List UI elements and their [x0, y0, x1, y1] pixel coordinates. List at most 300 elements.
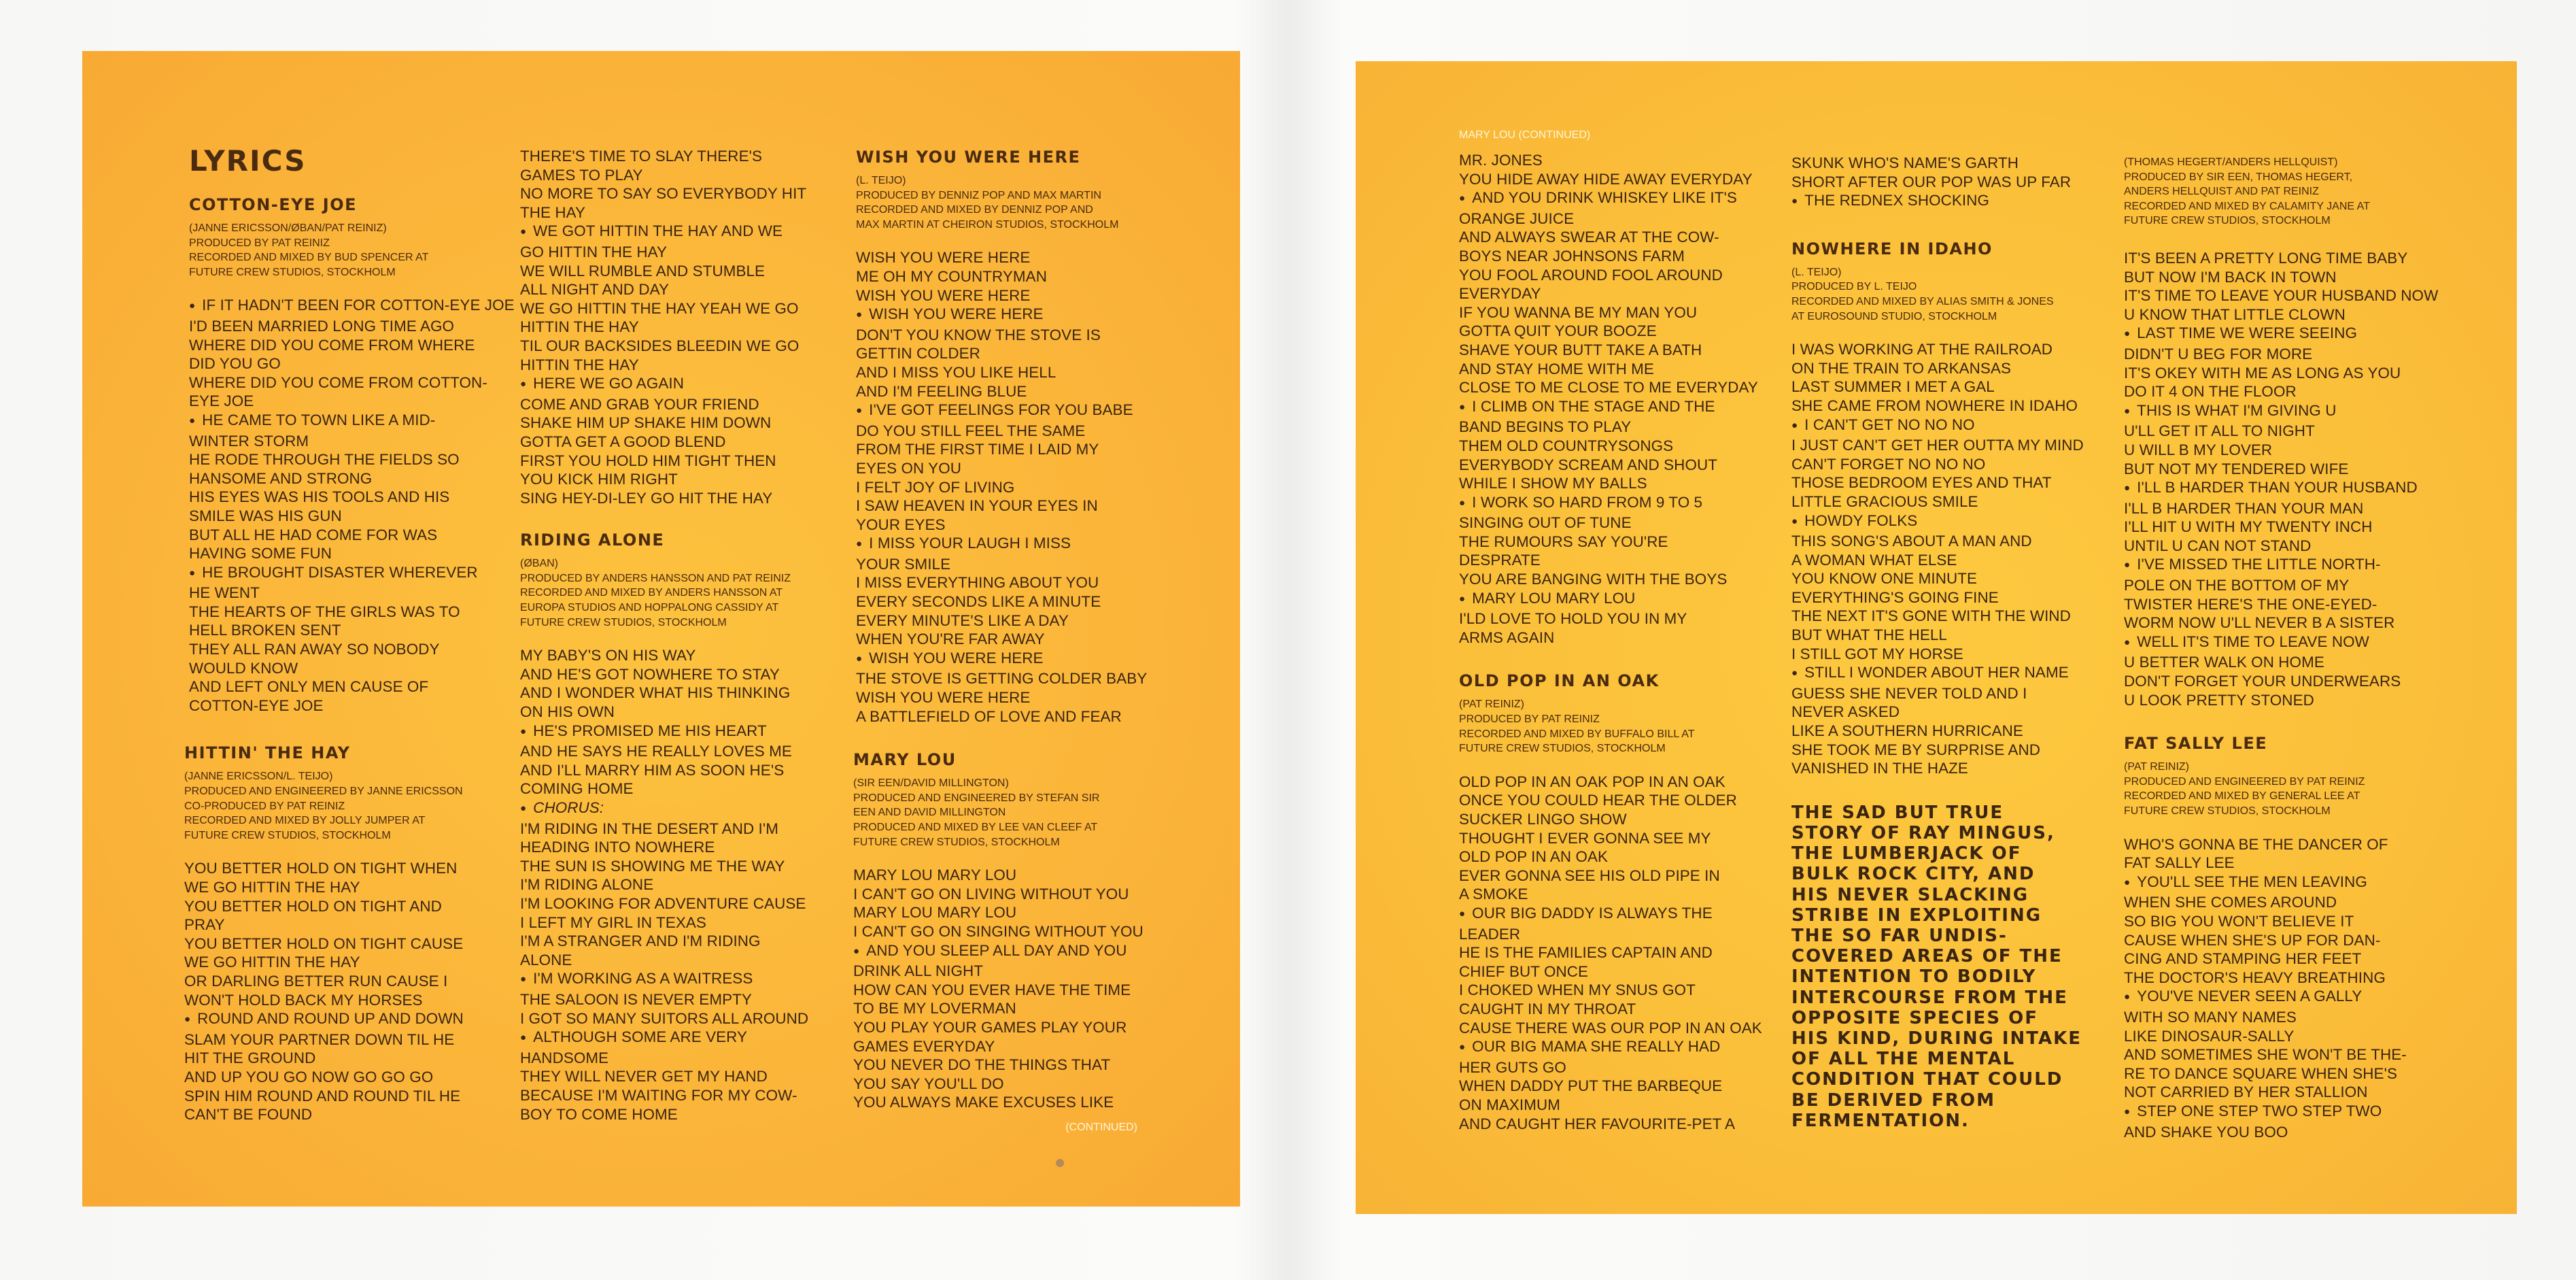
lyric-line: ● HOWDY FOLKS — [1791, 511, 2111, 533]
lyric-line: DRINK ALL NIGHT — [853, 962, 984, 980]
credit-line: FUTURE CREW STUDIOS, STOCKHOLM — [520, 616, 727, 628]
lyric-line: CAUSE WHEN SHE'S UP FOR DAN- — [2124, 931, 2381, 949]
lyric-line: AND HE'S GOT NOWHERE TO STAY — [520, 665, 780, 683]
credit-line: (ØBAN) — [520, 558, 558, 570]
lyric-line: ● MARY LOU MARY LOU — [1459, 589, 1779, 610]
lyric-line: GO HITTIN THE HAY — [520, 243, 668, 260]
lyric-line: HANDSOME — [520, 1049, 609, 1066]
credit-line: (JANNE ERICSSON/L. TEIJO) — [184, 771, 333, 783]
credit-line: MAX MARTIN AT CHEIRON STUDIOS, STOCKHOLM — [856, 218, 1119, 231]
song-lyrics — [1459, 773, 1779, 1133]
lyric-line: IT'S OKEY WITH ME AS LONG AS YOU — [2124, 364, 2401, 382]
right-col-2 — [1791, 154, 2111, 1131]
lyric-line: OLD POP IN AN OAK — [1459, 848, 1609, 866]
lyric-line: THOUGHT I EVER GONNA SEE MY — [1459, 829, 1711, 847]
lyric-line: BUT WHAT THE HELL — [1791, 626, 1947, 644]
credit-line: FUTURE CREW STUDIOS, STOCKHOLM — [2124, 805, 2331, 817]
lyric-line: CAN'T BE FOUND — [184, 1106, 313, 1124]
lyric-line: WHEN SHE COMES AROUND — [2124, 894, 2337, 911]
continued-label: (CONTINUED) — [1065, 1121, 1137, 1133]
song-credits — [2124, 760, 2450, 818]
right-page — [1356, 61, 2517, 1214]
lyric-line: ● HE BROUGHT DISASTER WHEREVER — [189, 563, 481, 584]
lyric-line: OLD POP IN AN OAK POP IN AN OAK — [1459, 773, 1725, 790]
song-credits — [520, 556, 826, 630]
credit-line: RECORDED AND MIXED BY BUD SPENCER AT — [189, 252, 429, 264]
lyric-line: I FELT JOY OF LIVING — [856, 478, 1015, 496]
credit-line: FUTURE CREW STUDIOS, STOCKHOLM — [184, 829, 391, 841]
lyric-line: NOT CARRIED BY HER STALLION — [2124, 1083, 2368, 1101]
lyric-line: I GOT SO MANY SUITORS ALL AROUND — [520, 1009, 809, 1027]
credit-line: (SIR EEN/DAVID MILLINGTON) — [853, 777, 1009, 790]
lyric-line: AND ALWAYS SWEAR AT THE COW- — [1459, 229, 1719, 246]
text-line: ANDERS HELLQUIST AND PAT REINIZ — [2124, 186, 2319, 198]
lyric-line: ● I'LL B HARDER THAN YOUR HUSBAND — [2124, 478, 2450, 499]
lyric-line: I STILL GOT MY HORSE — [1791, 645, 1963, 662]
lyric-line: CAN'T FORGET NO NO NO — [1791, 455, 1986, 473]
lyric-line: WINTER STORM — [189, 432, 309, 450]
lyric-line: SHAKE HIM UP SHAKE HIM DOWN — [520, 414, 772, 432]
lyric-line: AND I'M FEELING BLUE — [856, 382, 1027, 400]
text-line: CONDITION THAT COULD — [1791, 1069, 2063, 1090]
lyric-line: FROM THE FIRST TIME I LAID MY — [856, 441, 1099, 458]
lyric-line: SPIN HIM ROUND AND ROUND TIL HE — [184, 1087, 461, 1105]
credit-line: RECORDED AND MIXED BY DENNIZ POP AND — [856, 204, 1093, 216]
lyric-line: ● STEP ONE STEP TWO STEP TWO — [2124, 1102, 2450, 1123]
lyric-line: BECAUSE I'M WAITING FOR MY COW- — [520, 1086, 797, 1104]
lyric-line: GAMES EVERYDAY — [853, 1037, 995, 1055]
song-lyrics — [2124, 835, 2450, 1142]
lyric-line: ● THIS IS WHAT I'M GIVING U — [2124, 401, 2450, 422]
lyric-line: THE STOVE IS GETTING COLDER BABY — [856, 670, 1148, 688]
credit-line: FUTURE CREW STUDIOS, STOCKHOLM — [189, 266, 396, 278]
lyric-line: AND I MISS YOU LIKE HELL — [856, 363, 1057, 381]
lyric-line: ● AND YOU DRINK WHISKEY LIKE IT'S — [1459, 188, 1779, 209]
lyric-line: ALONE — [520, 951, 572, 969]
lyric-line: I'M RIDING ALONE — [520, 876, 654, 894]
song-title: WISH YOU WERE HERE — [856, 148, 1081, 167]
lyric-line: ● HE'S PROMISED ME HIS HEART — [520, 722, 826, 743]
text-line: THE LUMBERJACK OF — [1791, 843, 2022, 864]
lyric-line: BAND BEGINS TO PLAY — [1459, 418, 1632, 436]
lyric-line: BOY TO COME HOME — [520, 1105, 678, 1123]
lyric-line: CLOSE TO ME CLOSE TO ME EVERYDAY — [1459, 379, 1758, 397]
lyric-line: ONCE YOU COULD HEAR THE OLDER — [1459, 792, 1737, 809]
lyric-line: DESPRATE — [1459, 552, 1541, 569]
lyric-line: I JUST CAN'T GET HER OUTTA MY MIND — [1791, 437, 2084, 454]
credit-line: PRODUCED AND MIXED BY LEE VAN CLEEF AT — [853, 822, 1098, 833]
lyric-line: AND UP YOU GO NOW GO GO GO — [184, 1068, 434, 1085]
lyric-line: I'M RIDING IN THE DESERT AND I'M — [520, 820, 779, 837]
lyric-line: WHERE DID YOU COME FROM WHERE — [189, 336, 475, 354]
lyric-line: I'LL HIT U WITH MY TWENTY INCH — [2124, 518, 2373, 536]
song-credits — [853, 776, 1173, 849]
lyric-line: HANSOME AND STRONG — [189, 469, 373, 487]
lyric-line: ● I'M WORKING AS A WAITRESS — [520, 969, 826, 990]
lyric-line: POLE ON THE BOTTOM OF MY — [2124, 577, 2350, 594]
lyric-line: AND CAUGHT HER FAVOURITE-PET A — [1459, 1115, 1736, 1132]
song-credits — [184, 769, 481, 843]
lyric-line: I'LD LOVE TO HOLD YOU IN MY — [1459, 610, 1687, 628]
lyric-line: HELL BROKEN SENT — [189, 622, 341, 639]
lyric-line: U KNOW THAT LITTLE CLOWN — [2124, 305, 2346, 323]
lyric-line: BOYS NEAR JOHNSONS FARM — [1459, 247, 1685, 265]
lyric-line: SHAVE YOUR BUTT TAKE A BATH — [1459, 341, 1702, 358]
lyric-line: SINGING OUT OF TUNE — [1459, 514, 1632, 532]
lyric-line: WE GO HITTIN THE HAY — [184, 879, 360, 896]
credit-line: PRODUCED AND ENGINEERED BY STEFAN SIR — [853, 792, 1100, 804]
lyric-line: WORM NOW U'LL NEVER B A SISTER — [2124, 614, 2395, 632]
lyric-line: ● I WORK SO HARD FROM 9 TO 5 — [1459, 493, 1779, 514]
left-col-1 — [184, 144, 515, 1124]
text-line: RECORDED AND MIXED BY CALAMITY JANE AT — [2124, 200, 2370, 212]
lyric-line: U'LL GET IT ALL TO NIGHT — [2124, 422, 2315, 440]
lyric-line: WE WILL RUMBLE AND STUMBLE — [520, 262, 766, 280]
lyric-line: ON HIS OWN — [520, 703, 615, 721]
lyric-line: ● I CAN'T GET NO NO NO — [1791, 416, 2111, 437]
lyric-line: EVERYBODY SCREAM AND SHOUT — [1459, 456, 1718, 473]
lyric-line: EVERY SECONDS LIKE A MINUTE — [856, 593, 1101, 611]
credit-line: RECORDED AND MIXED BY BUFFALO BILL AT — [1459, 728, 1695, 740]
lyric-line: THIS SONG'S ABOUT A MAN AND — [1791, 533, 2032, 550]
lyric-line: ● HERE WE GO AGAIN — [520, 374, 826, 395]
lyric-line: ON MAXIMUM — [1459, 1096, 1561, 1113]
song-cotton-eye-joe — [189, 195, 515, 715]
old-pop-continued — [1791, 154, 2111, 212]
credit-line: EUROPA STUDIOS AND HOPPALONG CASSIDY AT — [520, 602, 779, 614]
lyric-line: I CHOKED WHEN MY SNUS GOT — [1459, 981, 1696, 999]
lyric-line: BUT NOT MY TENDERED WIFE — [2124, 460, 2349, 477]
lyric-line: LAST SUMMER I MET A GAL — [1791, 378, 1995, 396]
right-col-1 — [1459, 129, 1779, 1133]
lyric-line: ● YOU'VE NEVER SEEN A GALLY — [2124, 987, 2450, 1008]
song-lyrics — [853, 866, 1173, 1112]
lyric-line: YOU NEVER DO THE THINGS THAT — [853, 1056, 1111, 1074]
lyric-line: I CAN'T GO ON LIVING WITHOUT YOU — [853, 885, 1129, 903]
lyric-line: BUT NOW I'M BACK IN TOWN — [2124, 268, 2337, 286]
lyric-line: A SMOKE — [1459, 886, 1528, 903]
lyric-line: SHE CAME FROM NOWHERE IN IDAHO — [1791, 397, 2078, 414]
lyric-line: CHIEF BUT ONCE — [1459, 962, 1589, 980]
lyric-line: ● I'VE MISSED THE LITTLE NORTH- — [2124, 555, 2450, 576]
lyric-line: NEVER ASKED — [1791, 703, 1900, 721]
lyric-line: WHILE I SHOW MY BALLS — [1459, 475, 1647, 492]
lyric-line: ● ROUND AND ROUND UP AND DOWN — [184, 1009, 481, 1030]
song-title: OLD POP IN AN OAK — [1459, 671, 1660, 691]
song-credits — [1791, 265, 2111, 324]
lyric-line: LIKE A SOUTHERN HURRICANE — [1791, 722, 2023, 740]
text-line: OF ALL THE MENTAL — [1791, 1049, 2016, 1070]
lyric-line: A WOMAN WHAT ELSE — [1791, 551, 1957, 569]
lyric-line: ● THE REDNEX SHOCKING — [1791, 191, 2111, 212]
lyric-line: OR DARLING BETTER RUN CAUSE I — [184, 972, 448, 990]
song-old-pop-in-an-oak — [1459, 671, 1779, 1133]
text-line: OPPOSITE SPECIES OF — [1791, 1007, 2038, 1028]
lyric-line: COTTON-EYE JOE — [189, 696, 324, 714]
left-col-3 — [853, 148, 1173, 1135]
lyric-line: BUT ALL HE HAD COME FOR WAS — [189, 526, 438, 543]
lyric-line: YOUR EYES — [856, 516, 946, 533]
credit-line: PRODUCED BY PAT REINIZ — [189, 237, 330, 249]
song-lyrics — [189, 296, 515, 715]
text-line: INTENTION TO BODILY — [1791, 966, 2037, 988]
lyric-line: YOUR SMILE — [856, 555, 951, 573]
lyric-line: TWISTER HERE'S THE ONE-EYED- — [2124, 595, 2377, 613]
lyric-line: ARMS AGAIN — [1459, 628, 1555, 646]
lyric-line: RE TO DANCE SQUARE WHEN SHE'S — [2124, 1064, 2397, 1082]
lyric-line: I MISS EVERYTHING ABOUT YOU — [856, 574, 1099, 592]
lyric-line: FIRST YOU HOLD HIM TIGHT THEN — [520, 452, 776, 469]
credit-line: PRODUCED AND ENGINEERED BY JANNE ERICSSON — [184, 786, 463, 798]
lyric-line: ● HE CAME TO TOWN LIKE A MID- — [189, 411, 481, 432]
text-line: BULK ROCK CITY, AND — [1791, 864, 2036, 885]
lyric-line: THE SALOON IS NEVER EMPTY — [520, 990, 752, 1008]
lyric-line: SHORT AFTER OUR POP WAS UP FAR — [1791, 173, 2072, 190]
lyrics-heading: LYRICS — [189, 144, 307, 178]
lyric-line: SUCKER LINGO SHOW — [1459, 811, 1627, 828]
right-col-3 — [2124, 155, 2450, 1141]
lyric-line: ● CHORUS: — [520, 798, 826, 820]
text-line: THE SAD BUT TRUE — [1791, 802, 2004, 823]
song-fat-sally-lee — [2124, 734, 2450, 1141]
lyric-line: GETTIN COLDER — [856, 345, 980, 363]
lyric-line: YOU SAY YOU'LL DO — [853, 1075, 1004, 1092]
lyric-line: ORANGE JUICE — [1459, 209, 1575, 227]
lyric-line: WOULD KNOW — [189, 659, 298, 677]
lyric-line: I'LL B HARDER THAN YOUR MAN — [2124, 499, 2364, 517]
song-credits — [1459, 697, 1779, 756]
lyric-line: ● OUR BIG MAMA SHE REALLY HAD — [1459, 1037, 1779, 1058]
lyric-line: HITTIN THE HAY — [520, 356, 639, 373]
credit-line: (L. TEIJO) — [1791, 266, 1842, 278]
lyric-line: HAVING SOME FUN — [189, 545, 332, 562]
lyric-line: ALL NIGHT AND DAY — [520, 281, 670, 299]
lyric-line: DO IT 4 ON THE FLOOR — [2124, 383, 2297, 401]
mary-lou-continued-label: MARY LOU (CONTINUED) — [1459, 129, 1591, 141]
lyric-line: UNTIL U CAN NOT STAND — [2124, 537, 2312, 554]
lyric-line: IT'S BEEN A PRETTY LONG TIME BABY — [2124, 249, 2408, 267]
song-title: RIDING ALONE — [520, 530, 665, 550]
lyric-line: WISH YOU WERE HERE — [856, 689, 1031, 707]
lyric-line: ● OUR BIG DADDY IS ALWAYS THE — [1459, 904, 1779, 925]
credit-line: (L. TEIJO) — [856, 175, 906, 186]
lyric-line: SMILE WAS HIS GUN — [189, 507, 342, 524]
lyric-line: ● I'VE GOT FEELINGS FOR YOU BABE — [856, 401, 1173, 422]
left-page — [82, 51, 1240, 1207]
text-line: STORY OF RAY MINGUS, — [1791, 823, 2055, 844]
staple-dot — [1056, 1159, 1064, 1167]
lyric-line: HE WENT — [189, 584, 260, 602]
song-lyrics — [184, 859, 481, 1124]
song-credits — [189, 221, 481, 280]
lyric-line: ● WISH YOU WERE HERE — [856, 649, 1173, 670]
credit-line: AT EUROSOUND STUDIO, STOCKHOLM — [1791, 310, 1997, 322]
lyric-line: ● ALTHOUGH SOME ARE VERY — [520, 1028, 826, 1049]
credit-line: EEN AND DAVID MILLINGTON — [853, 807, 1006, 819]
lyric-line: THE RUMOURS SAY YOU'RE — [1459, 533, 1668, 550]
text-line: COVERED AREAS OF THE — [1791, 946, 2063, 967]
lyric-line: COMING HOME — [520, 780, 634, 798]
lyric-line: I'M A STRANGER AND I'M RIDING — [520, 932, 761, 950]
lyric-line: SO BIG YOU WON'T BELIEVE IT — [2124, 912, 2354, 930]
lyric-line: MY BABY'S ON HIS WAY — [520, 647, 696, 664]
lyric-line: HE IS THE FAMILIES CAPTAIN AND — [1459, 944, 1713, 962]
third-song-lyrics — [2124, 249, 2450, 709]
text-line: (THOMAS HEGERT/ANDERS HELLQUIST) — [2124, 156, 2338, 168]
lyric-line: EVERYDAY — [1459, 285, 1541, 303]
lyric-line: AND I'LL MARRY HIM AS SOON HE'S — [520, 761, 785, 779]
lyric-line: NO MORE TO SAY SO EVERYBODY HIT — [520, 185, 807, 203]
text-line: HIS KIND, DURING INTAKE — [1791, 1028, 2082, 1049]
lyric-line: DID YOU GO — [189, 355, 281, 373]
song-title: MARY LOU — [853, 750, 957, 770]
song-mary-lou — [853, 750, 1173, 1112]
lyric-line: HE RODE THROUGH THE FIELDS SO — [189, 451, 460, 469]
credit-line: RECORDED AND MIXED BY JOLLY JUMPER AT — [184, 815, 426, 827]
lyric-line: ● I MISS YOUR LAUGH I MISS — [856, 534, 1173, 555]
lyric-line: WHEN YOU'RE FAR AWAY — [856, 630, 1045, 648]
lyric-line: WISH YOU WERE HERE — [856, 249, 1031, 267]
lyric-line: IT'S TIME TO LEAVE YOUR HUSBAND NOW — [2124, 287, 2439, 305]
song-lyrics — [1791, 340, 2111, 778]
credit-line: PRODUCED BY ANDERS HANSSON AND PAT REINIZ — [520, 572, 791, 584]
lyric-line: GOTTA QUIT YOUR BOOZE — [1459, 322, 1657, 340]
lyric-line: SING HEY-DI-LEY GO HIT THE HAY — [520, 489, 773, 507]
song-nowhere-in-idaho — [1791, 239, 2111, 778]
lyric-line: COME AND GRAB YOUR FRIEND — [520, 395, 759, 413]
lyric-line: WITH SO MANY NAMES — [2124, 1008, 2297, 1026]
credit-line: PRODUCED BY L. TEIJO — [1791, 281, 1917, 293]
lyric-line: YOU BETTER HOLD ON TIGHT CAUSE — [184, 934, 464, 952]
lyric-line: THE SUN IS SHOWING ME THE WAY — [520, 857, 785, 875]
lyric-line: THEY WILL NEVER GET MY HAND — [520, 1068, 768, 1085]
song-title: NOWHERE IN IDAHO — [1791, 239, 1993, 258]
lyric-line: THE HEARTS OF THE GIRLS WAS TO — [189, 603, 460, 620]
song-credits — [856, 173, 1173, 232]
lyric-line: I'D BEEN MARRIED LONG TIME AGO — [189, 317, 455, 335]
lyric-line: U WILL B MY LOVER — [2124, 441, 2273, 458]
lyric-line: AND SOMETIMES SHE WON'T BE THE- — [2124, 1046, 2407, 1064]
lyric-line: ● LAST TIME WE WERE SEEING — [2124, 324, 2450, 345]
lyric-line: MARY LOU MARY LOU — [853, 866, 1017, 884]
lyric-line: SHE TOOK ME BY SURPRISE AND — [1791, 741, 2041, 758]
song-credits — [2124, 155, 2450, 229]
lyric-line: CING AND STAMPING HER FEET — [2124, 950, 2362, 968]
song-lyrics — [856, 248, 1173, 726]
song-riding-alone — [520, 530, 826, 1124]
lyric-line: ● IF IT HADN'T BEEN FOR COTTON-EYE JOE — [189, 296, 481, 317]
lyric-line: YOU HIDE AWAY HIDE AWAY EVERYDAY — [1459, 170, 1753, 188]
lyric-line: ● I CLIMB ON THE STAGE AND THE — [1459, 397, 1779, 418]
lyric-line: THE NEXT IT'S GONE WITH THE WIND — [1791, 607, 2071, 625]
lyric-line: SKUNK WHO'S NAME'S GARTH — [1791, 154, 2019, 171]
lyric-line: I CAN'T GO ON SINGING WITHOUT YOU — [853, 922, 1144, 940]
lyric-line: DON'T YOU KNOW THE STOVE IS — [856, 326, 1101, 343]
text-line: FERMENTATION. — [1791, 1110, 1970, 1131]
text-line: INTERCOURSE FROM THE — [1791, 987, 2068, 1008]
lyric-line: YOU FOOL AROUND FOOL AROUND — [1459, 266, 1723, 284]
lyric-line: AND HE SAYS HE REALLY LOVES ME — [520, 743, 792, 760]
lyric-line: LEADER — [1459, 925, 1521, 943]
lyric-line: LITTLE GRACIOUS SMILE — [1791, 492, 1978, 510]
credit-line: PRODUCED BY DENNIZ POP AND MAX MARTIN — [856, 189, 1101, 201]
lyric-line: WHO'S GONNA BE THE DANCER OF — [2124, 835, 2388, 853]
lyric-line: HOW CAN YOU EVER HAVE THE TIME — [853, 981, 1131, 998]
credit-line: RECORDED AND MIXED BY GENERAL LEE AT — [2124, 790, 2360, 803]
credit-line: RECORDED AND MIXED BY ALIAS SMITH & JONES — [1791, 295, 2054, 307]
lyric-line: EVERYTHING'S GOING FINE — [1791, 588, 1999, 606]
lyric-line: EVER GONNA SEE HIS OLD PIPE IN — [1459, 866, 1720, 884]
credit-line: (JANNE ERICSSON/ØBAN/PAT REINIZ) — [189, 222, 387, 234]
lyric-line: MR. JONES — [1459, 152, 1543, 169]
lyric-line: CAUSE THERE WAS OUR POP IN AN OAK — [1459, 1019, 1762, 1037]
credit-line: RECORDED AND MIXED BY ANDERS HANSSON AT — [520, 587, 783, 599]
lyric-line: AND LEFT ONLY MEN CAUSE OF — [189, 678, 429, 696]
lyric-line: SLAM YOUR PARTNER DOWN TIL HE — [184, 1030, 455, 1048]
lyric-line: YOU PLAY YOUR GAMES PLAY YOUR — [853, 1018, 1127, 1036]
lyric-line: MARY LOU MARY LOU — [853, 904, 1017, 922]
lyric-line: WHEN DADDY PUT THE BARBEQUE — [1459, 1077, 1723, 1095]
lyric-line: I LEFT MY GIRL IN TEXAS — [520, 913, 706, 931]
credit-line: FUTURE CREW STUDIOS, STOCKHOLM — [853, 836, 1060, 848]
lyric-line: THE DOCTOR'S HEAVY BREATHING — [2124, 969, 2386, 986]
lyric-line: ME OH MY COUNTRYMAN — [856, 267, 1047, 285]
credit-line: (PAT REINIZ) — [1459, 698, 1524, 711]
lyric-line: ● WELL IT'S TIME TO LEAVE NOW — [2124, 633, 2450, 654]
lyric-line: YOU BETTER HOLD ON TIGHT AND — [184, 897, 442, 915]
lyric-line: HITTIN THE HAY — [520, 318, 639, 336]
lyric-line: ● AND YOU SLEEP ALL DAY AND YOU — [853, 941, 1173, 962]
song-hittin-the-hay — [184, 743, 481, 1124]
credit-line: CO-PRODUCED BY PAT REINIZ — [184, 800, 345, 812]
lyric-line: U LOOK PRETTY STONED — [2124, 691, 2314, 709]
credit-line: PRODUCED AND ENGINEERED BY PAT REINIZ — [2124, 775, 2365, 788]
lyric-line: EVERY MINUTE'S LIKE A DAY — [856, 611, 1069, 629]
lyric-line: DIDN'T U BEG FOR MORE — [2124, 345, 2313, 363]
lyric-line: HIS EYES WAS HIS TOOLS AND HIS — [189, 488, 450, 506]
lyric-line: PRAY — [184, 916, 225, 934]
lyric-line: IF YOU WANNA BE MY MAN YOU — [1459, 303, 1698, 321]
lyric-line: THERE'S TIME TO SLAY THERE'S — [520, 148, 763, 165]
text-line: FUTURE CREW STUDIOS, STOCKHOLM — [2124, 215, 2331, 227]
credit-line: FUTURE CREW STUDIOS, STOCKHOLM — [1459, 743, 1666, 755]
song-title: HITTIN' THE HAY — [184, 743, 351, 763]
lyric-line: YOU KNOW ONE MINUTE — [1791, 570, 1978, 588]
lyric-line: HEADING INTO NOWHERE — [520, 839, 715, 856]
lyric-line: VANISHED IN THE HAZE — [1791, 760, 1968, 777]
lyric-line: TIL OUR BACKSIDES BLEEDIN WE GO — [520, 337, 800, 354]
lyric-line: THE HAY — [520, 203, 586, 221]
lyric-line: AND STAY HOME WITH ME — [1459, 360, 1654, 377]
song-title: COTTON-EYE JOE — [189, 195, 358, 214]
lyric-line: YOU ARE BANGING WITH THE BOYS — [1459, 571, 1728, 588]
lyric-line: YOU ALWAYS MAKE EXCUSES LIKE — [853, 1094, 1114, 1111]
song-wish-you-were-here — [856, 148, 1173, 726]
lyric-line: WON'T HOLD BACK MY HORSES — [184, 991, 423, 1009]
lyric-line: EYES ON YOU — [856, 459, 961, 477]
lyric-line: ● WE GOT HITTIN THE HAY AND WE — [520, 222, 826, 243]
lyric-line: WE GO HITTIN THE HAY YEAH WE GO — [520, 299, 799, 317]
story-ray-mingus — [1791, 803, 2111, 1131]
lyric-line: WHERE DID YOU COME FROM COTTON- — [189, 373, 487, 391]
lyric-line: YOU BETTER HOLD ON TIGHT WHEN — [184, 860, 458, 877]
lyric-line: CAUGHT IN MY THROAT — [1459, 1000, 1636, 1017]
song-lyrics — [520, 646, 826, 1124]
lyric-line: THOSE BEDROOM EYES AND THAT — [1791, 474, 2052, 492]
lyric-line: ● WISH YOU WERE HERE — [856, 305, 1173, 326]
lyric-line: THEY ALL RAN AWAY SO NOBODY — [189, 641, 440, 658]
lyric-line: I SAW HEAVEN IN YOUR EYES IN — [856, 497, 1098, 515]
